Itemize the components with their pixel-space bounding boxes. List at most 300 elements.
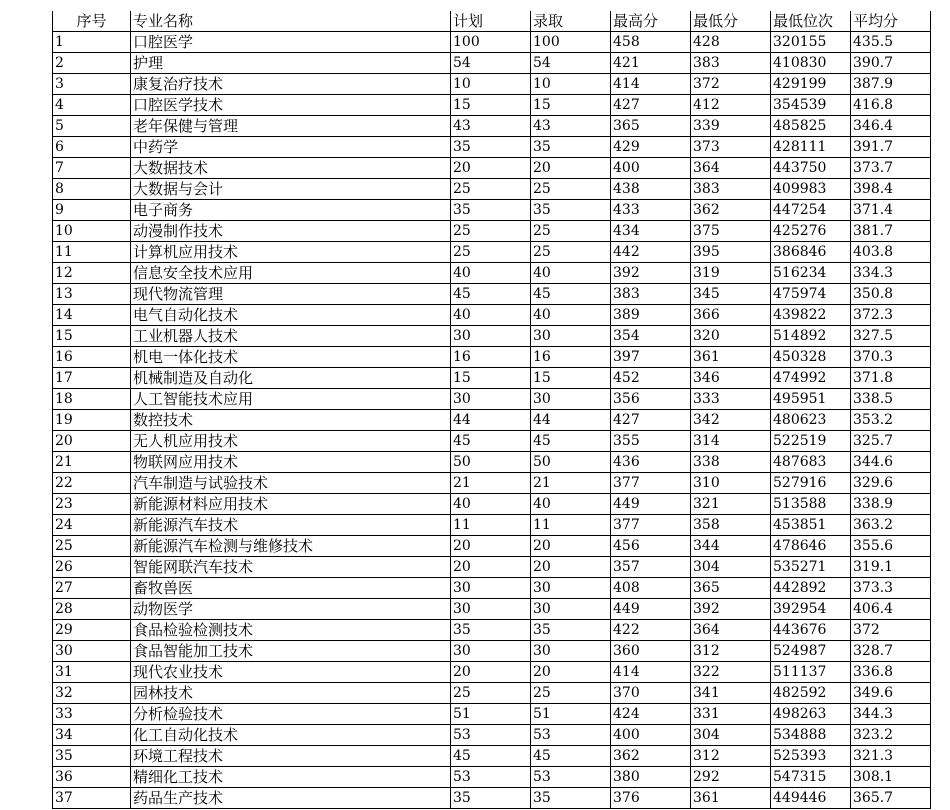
- header-avg-score: 平均分: [851, 11, 931, 32]
- cell-max-score: 357: [611, 557, 691, 578]
- cell-admitted: 10: [531, 74, 611, 95]
- cell-seq: 8: [53, 179, 131, 200]
- cell-max-score: 442: [611, 242, 691, 263]
- cell-min-score: 395: [691, 242, 771, 263]
- cell-major: 电子商务: [131, 200, 451, 221]
- cell-avg-score: 325.7: [851, 431, 931, 452]
- cell-max-score: 456: [611, 536, 691, 557]
- cell-min-score: 338: [691, 452, 771, 473]
- cell-seq: 1: [53, 32, 131, 53]
- cell-admitted: 11: [531, 515, 611, 536]
- cell-seq: 20: [53, 431, 131, 452]
- cell-major: 智能网联汽车技术: [131, 557, 451, 578]
- cell-seq: 9: [53, 200, 131, 221]
- cell-admitted: 25: [531, 242, 611, 263]
- cell-avg-score: 390.7: [851, 53, 931, 74]
- cell-max-score: 449: [611, 599, 691, 620]
- cell-max-score: 370: [611, 683, 691, 704]
- cell-avg-score: 373.3: [851, 578, 931, 599]
- cell-major: 机械制造及自动化: [131, 368, 451, 389]
- cell-seq: 12: [53, 263, 131, 284]
- table-row: [53, 95, 931, 116]
- cell-min-score: 361: [691, 788, 771, 809]
- cell-min-score: 373: [691, 137, 771, 158]
- cell-seq: 5: [53, 116, 131, 137]
- cell-major: 计算机应用技术: [131, 242, 451, 263]
- cell-major: 食品检验检测技术: [131, 620, 451, 641]
- cell-plan: 30: [451, 641, 531, 662]
- cell-admitted: 25: [531, 683, 611, 704]
- cell-major: 数控技术: [131, 410, 451, 431]
- cell-min-score: 312: [691, 641, 771, 662]
- cell-admitted: 30: [531, 578, 611, 599]
- cell-plan: 45: [451, 431, 531, 452]
- cell-seq: 11: [53, 242, 131, 263]
- cell-admitted: 40: [531, 263, 611, 284]
- cell-avg-score: 355.6: [851, 536, 931, 557]
- cell-plan: 16: [451, 347, 531, 368]
- table-row: [53, 599, 931, 620]
- admission-score-table: [52, 11, 931, 809]
- cell-plan: 51: [451, 704, 531, 725]
- header-seq: 序号: [53, 11, 131, 32]
- cell-avg-score: 416.8: [851, 95, 931, 116]
- cell-min-score: 428: [691, 32, 771, 53]
- cell-avg-score: 406.4: [851, 599, 931, 620]
- cell-min-score: 364: [691, 620, 771, 641]
- cell-min-rank: 547315: [771, 767, 851, 788]
- header-admitted: 录取: [531, 11, 611, 32]
- cell-min-rank: 320155: [771, 32, 851, 53]
- cell-major: 分析检验技术: [131, 704, 451, 725]
- cell-min-rank: 485825: [771, 116, 851, 137]
- cell-min-score: 310: [691, 473, 771, 494]
- cell-min-score: 365: [691, 578, 771, 599]
- cell-min-rank: 482592: [771, 683, 851, 704]
- cell-min-score: 375: [691, 221, 771, 242]
- cell-plan: 44: [451, 410, 531, 431]
- cell-max-score: 376: [611, 788, 691, 809]
- cell-min-score: 292: [691, 767, 771, 788]
- cell-major: 食品智能加工技术: [131, 641, 451, 662]
- cell-avg-score: 370.3: [851, 347, 931, 368]
- cell-min-score: 341: [691, 683, 771, 704]
- cell-min-rank: 410830: [771, 53, 851, 74]
- table-row: [53, 368, 931, 389]
- cell-min-rank: 386846: [771, 242, 851, 263]
- table-row: [53, 221, 931, 242]
- cell-admitted: 30: [531, 326, 611, 347]
- cell-admitted: 45: [531, 746, 611, 767]
- cell-min-rank: 453851: [771, 515, 851, 536]
- cell-seq: 24: [53, 515, 131, 536]
- cell-plan: 45: [451, 284, 531, 305]
- cell-admitted: 45: [531, 431, 611, 452]
- cell-min-rank: 514892: [771, 326, 851, 347]
- cell-min-rank: 442892: [771, 578, 851, 599]
- cell-admitted: 20: [531, 536, 611, 557]
- cell-major: 工业机器人技术: [131, 326, 451, 347]
- cell-avg-score: 336.8: [851, 662, 931, 683]
- table-row: [53, 242, 931, 263]
- cell-major: 化工自动化技术: [131, 725, 451, 746]
- cell-admitted: 53: [531, 725, 611, 746]
- cell-min-score: 364: [691, 158, 771, 179]
- cell-plan: 30: [451, 578, 531, 599]
- table-row: [53, 53, 931, 74]
- cell-min-score: 339: [691, 116, 771, 137]
- cell-max-score: 436: [611, 452, 691, 473]
- cell-admitted: 25: [531, 221, 611, 242]
- table-row: [53, 494, 931, 515]
- cell-min-rank: 447254: [771, 200, 851, 221]
- cell-plan: 35: [451, 620, 531, 641]
- cell-admitted: 35: [531, 788, 611, 809]
- cell-max-score: 400: [611, 158, 691, 179]
- cell-avg-score: 391.7: [851, 137, 931, 158]
- cell-avg-score: 327.5: [851, 326, 931, 347]
- cell-major: 汽车制造与试验技术: [131, 473, 451, 494]
- cell-seq: 22: [53, 473, 131, 494]
- cell-seq: 13: [53, 284, 131, 305]
- cell-avg-score: 319.1: [851, 557, 931, 578]
- cell-avg-score: 353.2: [851, 410, 931, 431]
- cell-avg-score: 435.5: [851, 32, 931, 53]
- cell-min-rank: 443676: [771, 620, 851, 641]
- cell-plan: 53: [451, 725, 531, 746]
- cell-min-score: 320: [691, 326, 771, 347]
- cell-plan: 30: [451, 599, 531, 620]
- cell-major: 动物医学: [131, 599, 451, 620]
- cell-seq: 37: [53, 788, 131, 809]
- cell-min-score: 333: [691, 389, 771, 410]
- cell-major: 新能源材料应用技术: [131, 494, 451, 515]
- cell-plan: 53: [451, 767, 531, 788]
- table-row: [53, 431, 931, 452]
- cell-admitted: 100: [531, 32, 611, 53]
- cell-min-rank: 498263: [771, 704, 851, 725]
- cell-max-score: 383: [611, 284, 691, 305]
- cell-min-rank: 534888: [771, 725, 851, 746]
- cell-min-rank: 480623: [771, 410, 851, 431]
- cell-seq: 23: [53, 494, 131, 515]
- cell-plan: 25: [451, 221, 531, 242]
- cell-admitted: 30: [531, 389, 611, 410]
- cell-seq: 17: [53, 368, 131, 389]
- cell-avg-score: 334.3: [851, 263, 931, 284]
- cell-admitted: 20: [531, 662, 611, 683]
- cell-avg-score: 349.6: [851, 683, 931, 704]
- cell-major: 精细化工技术: [131, 767, 451, 788]
- cell-major: 护理: [131, 53, 451, 74]
- cell-major: 无人机应用技术: [131, 431, 451, 452]
- cell-avg-score: 323.2: [851, 725, 931, 746]
- table-row: [53, 767, 931, 788]
- table-row: [53, 389, 931, 410]
- table-row: [53, 116, 931, 137]
- cell-plan: 35: [451, 788, 531, 809]
- cell-max-score: 452: [611, 368, 691, 389]
- cell-max-score: 360: [611, 641, 691, 662]
- cell-avg-score: 371.8: [851, 368, 931, 389]
- cell-seq: 7: [53, 158, 131, 179]
- cell-max-score: 356: [611, 389, 691, 410]
- cell-min-rank: 428111: [771, 137, 851, 158]
- cell-plan: 25: [451, 179, 531, 200]
- cell-seq: 36: [53, 767, 131, 788]
- cell-plan: 15: [451, 368, 531, 389]
- table-row: [53, 263, 931, 284]
- cell-min-rank: 511137: [771, 662, 851, 683]
- cell-avg-score: 381.7: [851, 221, 931, 242]
- header-plan: 计划: [451, 11, 531, 32]
- cell-plan: 10: [451, 74, 531, 95]
- cell-min-rank: 495951: [771, 389, 851, 410]
- cell-admitted: 45: [531, 284, 611, 305]
- cell-avg-score: 329.6: [851, 473, 931, 494]
- cell-plan: 30: [451, 326, 531, 347]
- cell-major: 老年保健与管理: [131, 116, 451, 137]
- cell-min-score: 366: [691, 305, 771, 326]
- cell-major: 环境工程技术: [131, 746, 451, 767]
- cell-min-rank: 524987: [771, 641, 851, 662]
- cell-plan: 25: [451, 242, 531, 263]
- cell-major: 口腔医学技术: [131, 95, 451, 116]
- cell-admitted: 20: [531, 158, 611, 179]
- cell-admitted: 35: [531, 137, 611, 158]
- cell-seq: 33: [53, 704, 131, 725]
- cell-min-score: 372: [691, 74, 771, 95]
- cell-max-score: 400: [611, 725, 691, 746]
- cell-seq: 21: [53, 452, 131, 473]
- cell-seq: 6: [53, 137, 131, 158]
- table-row: [53, 557, 931, 578]
- cell-seq: 28: [53, 599, 131, 620]
- table-row: [53, 179, 931, 200]
- cell-seq: 2: [53, 53, 131, 74]
- table-row: [53, 137, 931, 158]
- cell-seq: 30: [53, 641, 131, 662]
- cell-min-score: 345: [691, 284, 771, 305]
- cell-plan: 20: [451, 662, 531, 683]
- cell-seq: 19: [53, 410, 131, 431]
- cell-major: 现代农业技术: [131, 662, 451, 683]
- cell-avg-score: 387.9: [851, 74, 931, 95]
- cell-min-score: 383: [691, 179, 771, 200]
- cell-admitted: 53: [531, 767, 611, 788]
- cell-min-score: 362: [691, 200, 771, 221]
- cell-admitted: 30: [531, 599, 611, 620]
- table-row: [53, 683, 931, 704]
- table-row: [53, 578, 931, 599]
- cell-plan: 43: [451, 116, 531, 137]
- cell-min-score: 304: [691, 557, 771, 578]
- cell-plan: 100: [451, 32, 531, 53]
- table-row: [53, 536, 931, 557]
- cell-admitted: 54: [531, 53, 611, 74]
- cell-plan: 40: [451, 494, 531, 515]
- cell-avg-score: 373.7: [851, 158, 931, 179]
- cell-max-score: 429: [611, 137, 691, 158]
- cell-seq: 16: [53, 347, 131, 368]
- cell-major: 机电一体化技术: [131, 347, 451, 368]
- cell-plan: 35: [451, 137, 531, 158]
- cell-min-rank: 525393: [771, 746, 851, 767]
- cell-plan: 20: [451, 557, 531, 578]
- cell-plan: 40: [451, 263, 531, 284]
- header-min-score: 最低分: [691, 11, 771, 32]
- cell-max-score: 421: [611, 53, 691, 74]
- table-row: [53, 74, 931, 95]
- cell-min-score: 358: [691, 515, 771, 536]
- cell-admitted: 21: [531, 473, 611, 494]
- cell-seq: 25: [53, 536, 131, 557]
- cell-major: 信息安全技术应用: [131, 263, 451, 284]
- cell-min-rank: 474992: [771, 368, 851, 389]
- cell-max-score: 424: [611, 704, 691, 725]
- cell-major: 畜牧兽医: [131, 578, 451, 599]
- cell-plan: 20: [451, 536, 531, 557]
- cell-max-score: 414: [611, 662, 691, 683]
- cell-seq: 29: [53, 620, 131, 641]
- cell-major: 新能源汽车检测与维修技术: [131, 536, 451, 557]
- cell-plan: 50: [451, 452, 531, 473]
- cell-plan: 20: [451, 158, 531, 179]
- table-row: [53, 662, 931, 683]
- cell-min-score: 392: [691, 599, 771, 620]
- cell-min-score: 342: [691, 410, 771, 431]
- cell-avg-score: 338.9: [851, 494, 931, 515]
- cell-avg-score: 372: [851, 620, 931, 641]
- cell-plan: 25: [451, 683, 531, 704]
- table-row: [53, 620, 931, 641]
- cell-plan: 45: [451, 746, 531, 767]
- cell-avg-score: 398.4: [851, 179, 931, 200]
- header-row: [53, 11, 931, 32]
- cell-min-score: 346: [691, 368, 771, 389]
- cell-min-rank: 449446: [771, 788, 851, 809]
- cell-max-score: 434: [611, 221, 691, 242]
- cell-admitted: 15: [531, 95, 611, 116]
- cell-seq: 31: [53, 662, 131, 683]
- cell-min-rank: 516234: [771, 263, 851, 284]
- cell-avg-score: 344.3: [851, 704, 931, 725]
- cell-major: 康复治疗技术: [131, 74, 451, 95]
- cell-min-rank: 439822: [771, 305, 851, 326]
- cell-major: 大数据技术: [131, 158, 451, 179]
- cell-min-rank: 535271: [771, 557, 851, 578]
- cell-max-score: 422: [611, 620, 691, 641]
- cell-min-score: 383: [691, 53, 771, 74]
- cell-admitted: 16: [531, 347, 611, 368]
- cell-avg-score: 344.6: [851, 452, 931, 473]
- cell-min-rank: 475974: [771, 284, 851, 305]
- cell-max-score: 427: [611, 95, 691, 116]
- cell-admitted: 25: [531, 179, 611, 200]
- cell-min-score: 361: [691, 347, 771, 368]
- cell-seq: 26: [53, 557, 131, 578]
- cell-min-rank: 487683: [771, 452, 851, 473]
- cell-min-score: 331: [691, 704, 771, 725]
- cell-avg-score: 346.4: [851, 116, 931, 137]
- table-row: [53, 326, 931, 347]
- header-max-score: 最高分: [611, 11, 691, 32]
- cell-major: 动漫制作技术: [131, 221, 451, 242]
- cell-plan: 15: [451, 95, 531, 116]
- cell-avg-score: 403.8: [851, 242, 931, 263]
- cell-plan: 21: [451, 473, 531, 494]
- cell-max-score: 397: [611, 347, 691, 368]
- cell-max-score: 365: [611, 116, 691, 137]
- cell-min-score: 319: [691, 263, 771, 284]
- cell-max-score: 408: [611, 578, 691, 599]
- cell-admitted: 35: [531, 200, 611, 221]
- cell-seq: 15: [53, 326, 131, 347]
- cell-seq: 4: [53, 95, 131, 116]
- table-row: [53, 158, 931, 179]
- cell-plan: 11: [451, 515, 531, 536]
- cell-major: 药品生产技术: [131, 788, 451, 809]
- cell-major: 人工智能技术应用: [131, 389, 451, 410]
- cell-avg-score: 328.7: [851, 641, 931, 662]
- cell-admitted: 30: [531, 641, 611, 662]
- table-row: [53, 473, 931, 494]
- cell-min-rank: 522519: [771, 431, 851, 452]
- cell-min-score: 321: [691, 494, 771, 515]
- cell-plan: 54: [451, 53, 531, 74]
- cell-avg-score: 338.5: [851, 389, 931, 410]
- cell-admitted: 20: [531, 557, 611, 578]
- cell-min-rank: 409983: [771, 179, 851, 200]
- cell-major: 中药学: [131, 137, 451, 158]
- table-body: [53, 32, 931, 809]
- table-row: [53, 788, 931, 809]
- table-row: [53, 305, 931, 326]
- table-row: [53, 32, 931, 53]
- cell-min-rank: 425276: [771, 221, 851, 242]
- cell-min-rank: 527916: [771, 473, 851, 494]
- cell-seq: 3: [53, 74, 131, 95]
- cell-min-score: 312: [691, 746, 771, 767]
- cell-admitted: 40: [531, 494, 611, 515]
- cell-max-score: 438: [611, 179, 691, 200]
- cell-min-rank: 392954: [771, 599, 851, 620]
- cell-max-score: 433: [611, 200, 691, 221]
- cell-seq: 32: [53, 683, 131, 704]
- header-major: 专业名称: [131, 11, 451, 32]
- cell-admitted: 15: [531, 368, 611, 389]
- cell-seq: 18: [53, 389, 131, 410]
- cell-max-score: 362: [611, 746, 691, 767]
- cell-max-score: 458: [611, 32, 691, 53]
- cell-avg-score: 321.3: [851, 746, 931, 767]
- header-min-rank: 最低位次: [771, 11, 851, 32]
- cell-max-score: 380: [611, 767, 691, 788]
- cell-avg-score: 371.4: [851, 200, 931, 221]
- cell-major: 物联网应用技术: [131, 452, 451, 473]
- cell-max-score: 449: [611, 494, 691, 515]
- cell-seq: 14: [53, 305, 131, 326]
- cell-admitted: 51: [531, 704, 611, 725]
- cell-max-score: 414: [611, 74, 691, 95]
- cell-admitted: 50: [531, 452, 611, 473]
- cell-min-score: 412: [691, 95, 771, 116]
- cell-major: 电气自动化技术: [131, 305, 451, 326]
- cell-min-rank: 354539: [771, 95, 851, 116]
- cell-seq: 35: [53, 746, 131, 767]
- cell-avg-score: 363.2: [851, 515, 931, 536]
- table-row: [53, 704, 931, 725]
